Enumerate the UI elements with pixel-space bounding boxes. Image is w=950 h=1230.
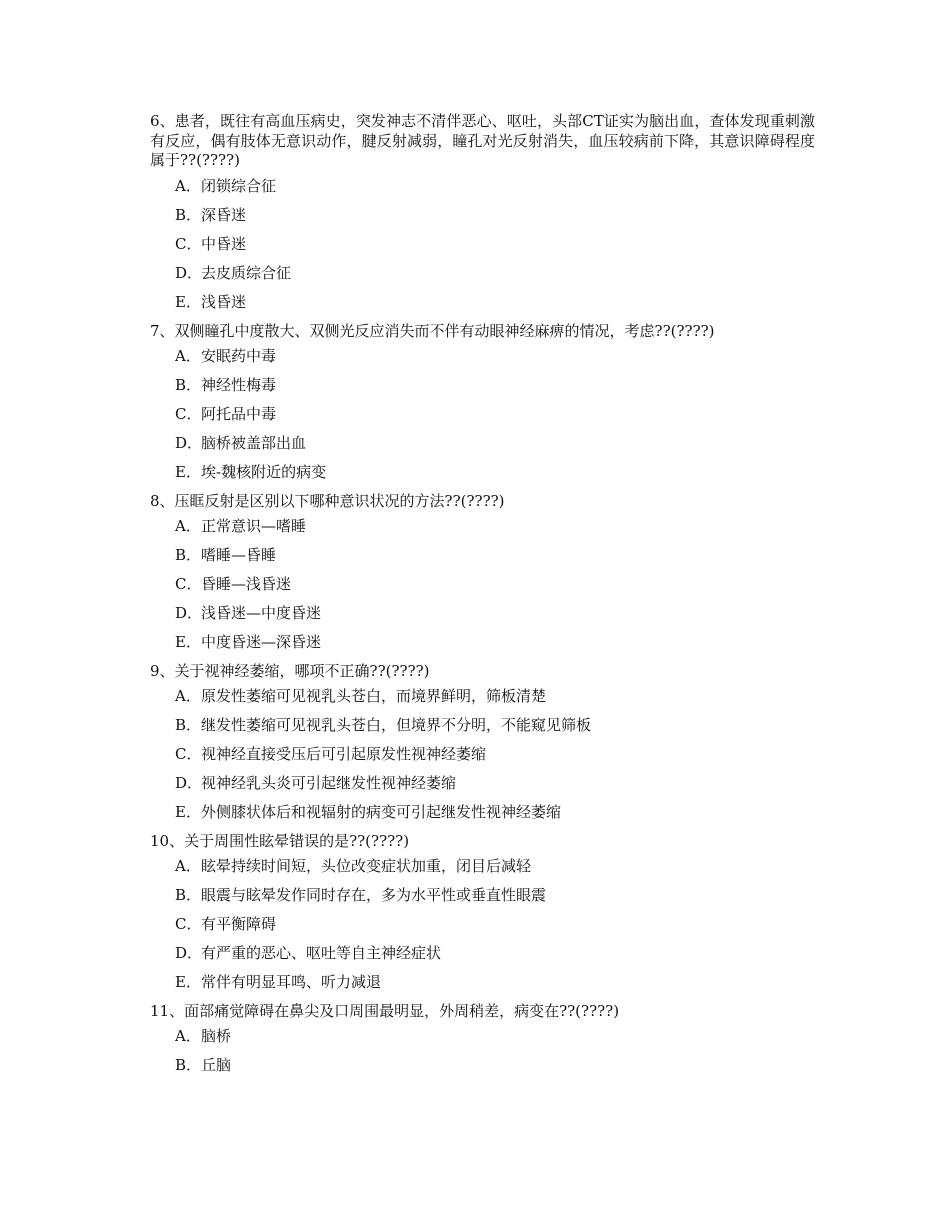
- option-letter: E．: [175, 632, 201, 651]
- option-b: [175, 716, 815, 735]
- option-text: 去皮质综合征: [201, 263, 292, 282]
- option-letter: E．: [175, 462, 201, 481]
- option-letter: B．: [175, 715, 202, 734]
- option-b: [175, 206, 815, 225]
- option-text: 视神经乳头炎可引起继发性视神经萎缩: [201, 773, 457, 792]
- option-text: 脑桥被盖部出血: [201, 433, 307, 452]
- question-stem: 9、关于视神经萎缩，哪项不正确??(????): [150, 661, 430, 680]
- option-text: 有严重的恶心、呕吐等自主神经症状: [201, 943, 442, 962]
- option-b: [175, 546, 815, 565]
- option-c: [175, 575, 815, 594]
- option-d: [175, 774, 815, 793]
- option-c: [175, 915, 815, 934]
- option-letter: E．: [175, 802, 201, 821]
- option-letter: A．: [175, 176, 201, 195]
- option-text: 有平衡障碍: [201, 914, 277, 933]
- option-text: 脑桥: [201, 1026, 232, 1045]
- option-letter: A．: [175, 516, 201, 535]
- question-stem: 11、面部痛觉障碍在鼻尖及口周围最明显，外周稍差，病变在??(????): [150, 1001, 620, 1020]
- option-d: [175, 604, 815, 623]
- option-text: 安眠药中毒: [201, 346, 277, 365]
- option-d: [175, 264, 815, 283]
- question-stem: 7、双侧瞳孔中度散大、双侧光反应消失而不伴有动眼神经麻痹的情况，考虑??(????): [150, 321, 715, 340]
- option-a: [175, 687, 815, 706]
- question-9: [150, 662, 815, 822]
- option-text: 视神经直接受压后可引起原发性视神经萎缩: [201, 744, 487, 763]
- option-c: [175, 235, 815, 254]
- option-letter: B．: [175, 1055, 202, 1074]
- option-text: 中度昏迷—深昏迷: [201, 632, 322, 651]
- option-letter: D．: [175, 603, 203, 622]
- option-letter: B．: [175, 885, 202, 904]
- option-letter: A．: [175, 856, 201, 875]
- option-letter: E．: [175, 972, 201, 991]
- option-a: [175, 517, 815, 536]
- option-text: 神经性梅毒: [201, 375, 277, 394]
- option-letter: C．: [175, 234, 202, 253]
- option-letter: C．: [175, 404, 202, 423]
- option-text: 常伴有明显耳鸣、听力减退: [201, 972, 382, 991]
- option-text: 继发性萎缩可见视乳头苍白，但境界不分明，不能窥见筛板: [201, 715, 592, 734]
- option-letter: D．: [175, 263, 203, 282]
- option-letter: D．: [175, 943, 203, 962]
- option-text: 嗜睡—昏睡: [201, 545, 277, 564]
- option-text: 中昏迷: [201, 234, 247, 253]
- option-e: [175, 633, 815, 652]
- option-a: [175, 347, 815, 366]
- option-b: [175, 376, 815, 395]
- question-stem: 10、关于周围性眩晕错误的是??(????): [150, 831, 410, 850]
- option-c: [175, 745, 815, 764]
- option-letter: B．: [175, 205, 202, 224]
- option-text: 闭锁综合征: [201, 176, 277, 195]
- option-e: [175, 803, 815, 822]
- question-8: [150, 492, 815, 652]
- option-letter: A．: [175, 346, 201, 365]
- option-b: [175, 1056, 815, 1075]
- option-letter: C．: [175, 744, 202, 763]
- option-letter: D．: [175, 433, 203, 452]
- question-7: [150, 322, 815, 482]
- option-text: 昏睡—浅昏迷: [201, 574, 292, 593]
- option-letter: A．: [175, 1026, 201, 1045]
- option-letter: C．: [175, 914, 202, 933]
- option-e: [175, 293, 815, 312]
- option-b: [175, 886, 815, 905]
- option-letter: D．: [175, 773, 203, 792]
- document-page: [150, 112, 815, 1085]
- option-a: [175, 857, 815, 876]
- option-a: [175, 177, 815, 196]
- option-text: 浅昏迷: [201, 292, 247, 311]
- option-text: 深昏迷: [201, 205, 247, 224]
- option-letter: B．: [175, 545, 202, 564]
- option-d: [175, 434, 815, 453]
- option-text: 原发性萎缩可见视乳头苍白，而境界鲜明，筛板清楚: [201, 686, 547, 705]
- question-stem: 8、压眶反射是区别以下哪种意识状况的方法??(????): [150, 491, 505, 510]
- option-d: [175, 944, 815, 963]
- question-stem: 6、患者，既往有高血压病史，突发神志不清伴恶心、呕吐，头部CT证实为脑出血，查体发现重刺激有反应，偶有肢体无意识动作，腱反射减弱，瞳孔对光反射消失，血压较病前下降，其意识障碍程度属于??(????): [150, 112, 815, 169]
- option-letter: E．: [175, 292, 201, 311]
- question-6: [150, 112, 815, 312]
- option-c: [175, 405, 815, 424]
- option-letter: A．: [175, 686, 201, 705]
- option-text: 丘脑: [201, 1055, 232, 1074]
- option-letter: C．: [175, 574, 202, 593]
- option-text: 眼震与眩晕发作同时存在，多为水平性或垂直性眼震: [201, 885, 547, 904]
- option-letter: B．: [175, 375, 202, 394]
- option-text: 浅昏迷—中度昏迷: [201, 603, 322, 622]
- question-11: [150, 1002, 815, 1075]
- option-text: 阿托品中毒: [201, 404, 277, 423]
- option-text: 正常意识—嗜睡: [201, 516, 307, 535]
- option-e: [175, 973, 815, 992]
- option-text: 埃-魏核附近的病变: [201, 462, 327, 481]
- option-text: 外侧膝状体后和视辐射的病变可引起继发性视神经萎缩: [201, 802, 562, 821]
- option-a: [175, 1027, 815, 1046]
- option-text: 眩晕持续时间短，头位改变症状加重，闭目后减轻: [201, 856, 532, 875]
- option-e: [175, 463, 815, 482]
- question-10: [150, 832, 815, 992]
